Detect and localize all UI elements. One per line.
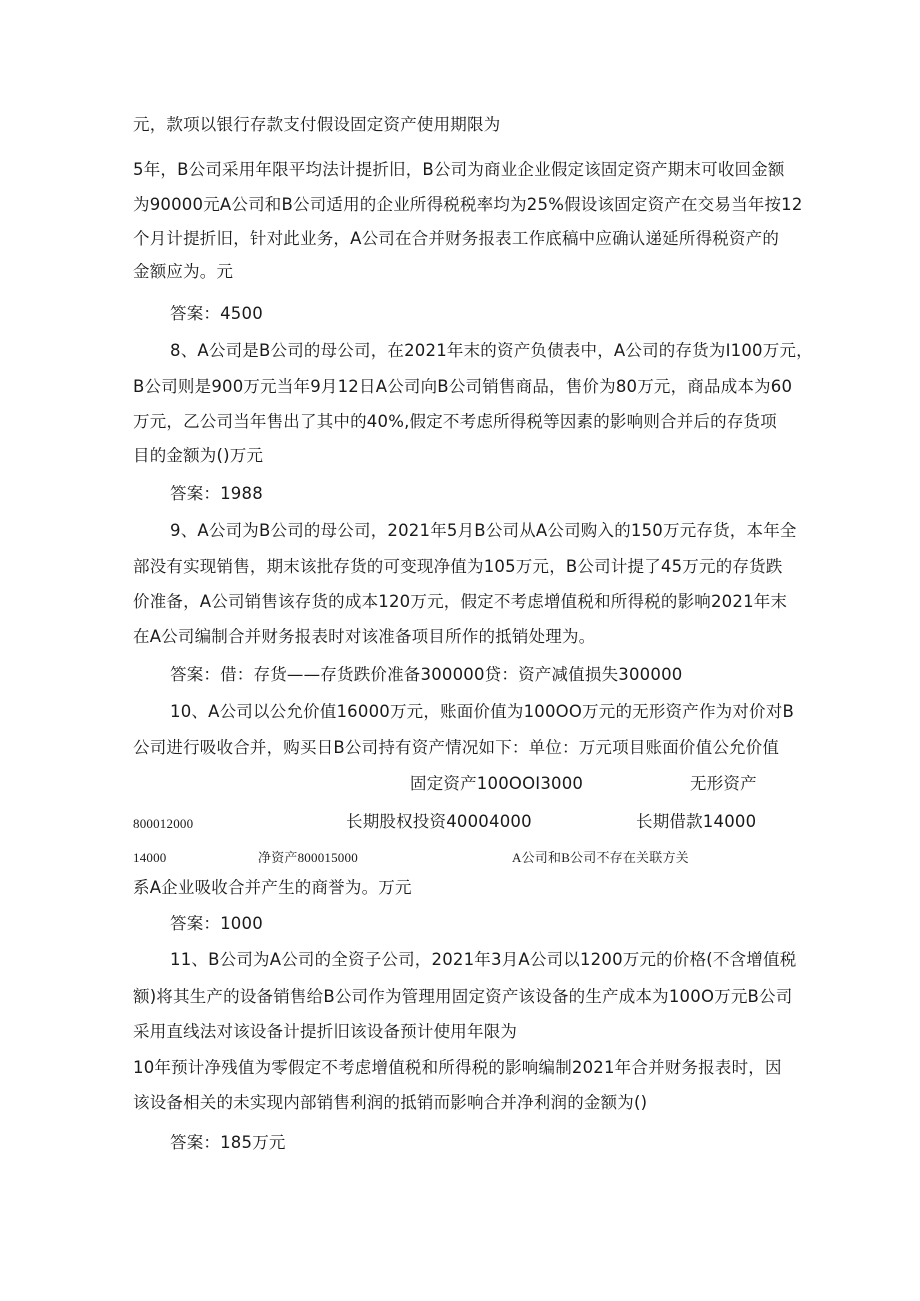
- text-line: 在A公司编制合并财务报表时对该准备项目所作的抵销处理为。: [133, 627, 596, 646]
- text-line: 万元，乙公司当年售出了其中的40%,假定不考虑所得税等因素的影响则合并后的存货项: [133, 412, 777, 431]
- answer-line: 答案：1988: [170, 484, 263, 503]
- answer-line: 答案：4500: [170, 304, 263, 323]
- table-cell: A公司和B公司不存在关联方关: [512, 850, 689, 865]
- text-line: 10年预计净残值为零假定不考虑增值税和所得税的影响编制2021年合并财务报表时，因: [133, 1058, 782, 1077]
- text-line: 公司进行吸收合并，购买日B公司持有资产情况如下：单位：万元项目账面价值公允价值: [133, 738, 780, 757]
- text-line: 系A企业吸收合并产生的商誉为。万元: [133, 878, 412, 897]
- text-line: 金额应为。元: [133, 262, 234, 281]
- question-line: 11、B公司为A公司的全资子公司，2021年3月A公司以1200万元的价格(不含增值税: [170, 950, 797, 969]
- text-line: B公司则是900万元当年9月12日A公司向B公司销售商品，售价为80万元，商品成本为60: [133, 377, 793, 396]
- answer-line: 答案：1000: [170, 914, 263, 933]
- text-line: 额)将其生产的设备销售给B公司作为管理用固定资产该设备的生产成本为100O万元B公司: [133, 987, 793, 1006]
- answer-line: 答案：185万元: [170, 1133, 286, 1152]
- text-line: 部没有实现销售，期末该批存货的可变现净值为105万元，B公司计提了45万元的存货跌: [133, 557, 783, 576]
- answer-line: 答案：借：存货——存货跌价准备300000贷：资产减值损失300000: [170, 665, 683, 684]
- table-cell: 无形资产: [690, 774, 757, 793]
- text-line: 为90000元A公司和B公司适用的企业所得税税率均为25%假设该固定资产在交易当年按12: [133, 195, 803, 214]
- table-cell: 净资产800015000: [258, 850, 358, 865]
- question-line: 10、A公司以公允价值16000万元，账面价值为100OO万元的无形资产作为对价对B: [170, 702, 794, 721]
- table-cell: 长期借款14000: [636, 812, 757, 831]
- table-cell: 14000: [133, 850, 167, 865]
- table-cell: 长期股权投资40004000: [346, 812, 532, 831]
- text-line: 价准备，A公司销售该存货的成本120万元，假定不考虑增值税和所得税的影响2021年末: [133, 592, 788, 611]
- question-line: 9、A公司为B公司的母公司，2021年5月B公司从A公司购入的150万元存货，本年全: [170, 521, 797, 540]
- text-line: 5年，B公司采用年限平均法计提折旧，B公司为商业企业假定该固定资产期末可收回金额: [133, 160, 785, 179]
- text-line: 目的金额为()万元: [133, 446, 264, 465]
- text-line: 个月计提折旧，针对此业务，A公司在合并财务报表工作底稿中应确认递延所得税资产的: [133, 229, 780, 248]
- table-cell: 固定资产100OOI3000: [410, 774, 584, 793]
- text-line: 采用直线法对该设备计提折旧该设备预计使用年限为: [133, 1022, 518, 1041]
- table-cell: 800012000: [133, 816, 194, 831]
- text-line: 该设备相关的未实现内部销售利润的抵销而影响合并净利润的金额为(): [133, 1093, 648, 1112]
- text-line: 元，款项以银行存款支付假设固定资产使用期限为: [133, 115, 501, 134]
- question-line: 8、A公司是B公司的母公司，在2021年末的资产负债表中，A公司的存货为I100万元，: [170, 341, 813, 360]
